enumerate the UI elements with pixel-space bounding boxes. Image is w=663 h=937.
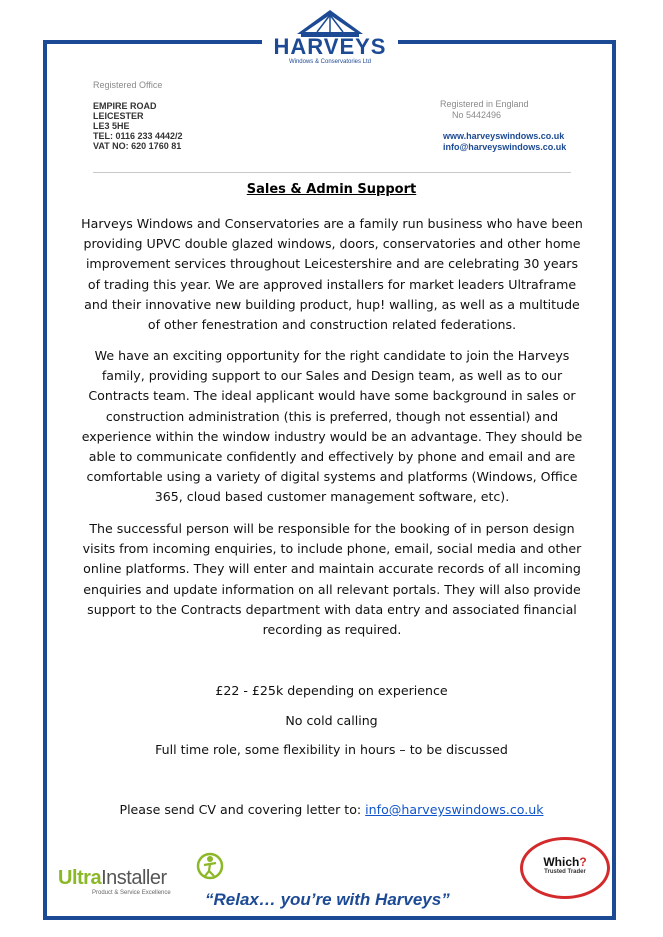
job-title: Sales & Admin Support [246, 182, 417, 197]
harveys-logo [262, 8, 398, 80]
ultrainstaller-wordmark [58, 867, 167, 889]
company-name: HARVEYS [273, 34, 387, 59]
trusted-trader-label: Trusted Trader [544, 869, 586, 875]
registered-office-label: Registered Office [93, 80, 163, 90]
address-line: EMPIRE ROAD [93, 101, 157, 111]
ultrainstaller-logo [58, 851, 228, 901]
footer-tagline: “Relax… you’re with Harveys” [205, 890, 450, 909]
contact-block [443, 131, 566, 153]
which-word: Which [543, 855, 580, 869]
which-wordmark [523, 856, 607, 869]
registered-england-label: Registered in England [440, 99, 529, 109]
phone-line: TEL: 0116 233 4442/2 [93, 131, 183, 141]
hours-line: Full time role, some flexibility in hours – to be discussed [155, 742, 508, 757]
which-question-mark: ? [579, 855, 587, 869]
installer-figure-icon [196, 851, 224, 881]
opportunity-paragraph: We have an exciting opportunity for the right candidate to join the Harveys family, providing support to our Sales and Design team, as well as to our Contracts team. The ideal applicant would have some background in sales or construction administration (this is preferred, though not essential) and experience within the window industry would be an advantage. They should be able to communicate confidently and effectively by phone and email and are comfortable using a variety of digital systems and platforms (Windows, Office 365, cloud based customer management software, etc). [81, 348, 583, 505]
apply-prefix: Please send CV and covering letter to: [119, 802, 366, 817]
company-subtitle: Windows & Conservatories Ltd [288, 59, 372, 65]
ultrainstaller-tagline: Product & Service Excellence [92, 890, 171, 896]
ultra-word: Ultra [58, 867, 102, 889]
address-line: LE3 5HE [93, 121, 130, 131]
apply-line [0, 802, 663, 817]
installer-word: Installer [101, 867, 167, 889]
company-number: No 5442496 [452, 110, 502, 120]
which-trusted-trader-badge [520, 837, 610, 899]
vat-line: VAT NO: 620 1760 81 [93, 141, 182, 151]
header-email-link[interactable]: info@harveyswindows.co.uk [443, 142, 567, 152]
no-cold-calling-line: No cold calling [285, 713, 378, 728]
header-divider [93, 172, 571, 173]
website-link[interactable]: www.harveyswindows.co.uk [443, 131, 565, 141]
address-line: LEICESTER [93, 111, 144, 121]
apply-email-link[interactable]: info@harveyswindows.co.uk [365, 802, 544, 817]
intro-paragraph: Harveys Windows and Conservatories are a family run business who have been providing UPVC double glazed windows, doors, conservatories and other home improvement services throughout Leicestershire and are celebrating 30 years of trading this year. We are approved installers for market leaders Ultraframe and their innovative new building product, hup! walling, as well as a multitude of other fenestration and construction related federations. [81, 216, 583, 333]
responsibilities-paragraph: The successful person will be responsible for the booking of in person design visits from incoming enquiries, to include phone, email, social media and other online platforms. They will enter and maintain accurate records of all incoming enquiries and update information on all relevant portals. They will also provide support to the Contracts department with data entry and associated financial recording as required. [82, 521, 582, 638]
registration-block [440, 99, 580, 121]
salary-line: £22 - £25k depending on experience [215, 683, 448, 698]
address-block [93, 101, 183, 151]
